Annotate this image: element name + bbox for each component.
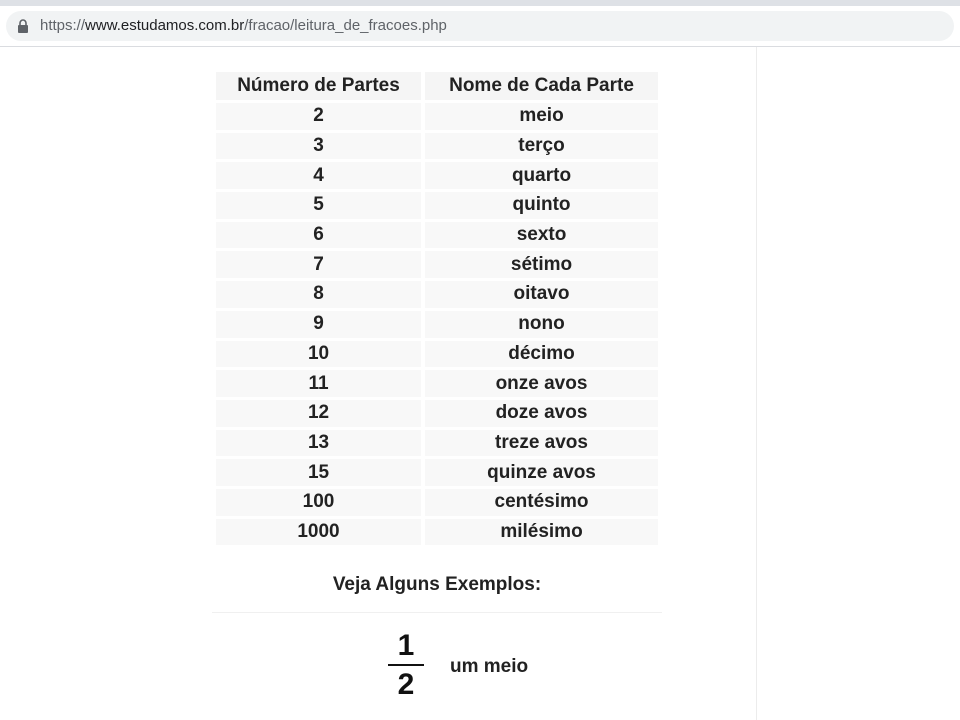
cell-number: 1000 [216, 519, 421, 546]
fraction-bar [388, 664, 424, 666]
cell-name: décimo [425, 341, 658, 368]
cell-name: onze avos [425, 370, 658, 397]
table-row [216, 370, 658, 397]
address-bar[interactable] [6, 11, 954, 41]
url-path: /fracao/leitura_de_fracoes.php [244, 17, 447, 34]
page-content [0, 47, 960, 720]
cell-number: 12 [216, 400, 421, 427]
table-row [216, 281, 658, 308]
url-scheme: https:// [40, 17, 86, 34]
header-name-of-part: Nome de Cada Parte [425, 72, 658, 100]
fraction-denominator: 2 [397, 668, 415, 701]
cell-number: 9 [216, 311, 421, 338]
table-row [216, 400, 658, 427]
table-row [216, 489, 658, 516]
browser-toolbar [0, 6, 960, 47]
cell-name: terço [425, 133, 658, 160]
table-row [216, 251, 658, 278]
table-row [216, 459, 658, 486]
cell-number: 100 [216, 489, 421, 516]
table-row [216, 103, 658, 130]
cell-number: 11 [216, 370, 421, 397]
cell-number: 8 [216, 281, 421, 308]
table-row [216, 519, 658, 546]
cell-number: 7 [216, 251, 421, 278]
cell-name: oitavo [425, 281, 658, 308]
examples-heading: Veja Alguns Exemplos: [332, 574, 542, 595]
cell-name: quinze avos [425, 459, 658, 486]
table-row [216, 341, 658, 368]
table-row [216, 222, 658, 249]
cell-number: 2 [216, 103, 421, 130]
fraction-example [386, 629, 426, 702]
cell-name: sexto [425, 222, 658, 249]
fraction-numerator: 1 [397, 629, 415, 662]
cell-number: 13 [216, 430, 421, 457]
table-row [216, 192, 658, 219]
table-header-row [216, 72, 658, 100]
table-row [216, 311, 658, 338]
table-row [216, 133, 658, 160]
cell-name: meio [425, 103, 658, 130]
cell-name: milésimo [425, 519, 658, 546]
url-text[interactable] [40, 18, 447, 34]
table-row [216, 162, 658, 189]
cell-name: treze avos [425, 430, 658, 457]
cell-number: 15 [216, 459, 421, 486]
cell-name: nono [425, 311, 658, 338]
lock-icon[interactable] [17, 19, 29, 33]
examples-separator [212, 612, 662, 613]
cell-name: quarto [425, 162, 658, 189]
fraction-example-name: um meio [450, 656, 529, 677]
cell-number: 6 [216, 222, 421, 249]
header-number-of-parts: Número de Partes [216, 72, 421, 100]
cell-number: 3 [216, 133, 421, 160]
cell-name: quinto [425, 192, 658, 219]
cell-name: centésimo [425, 489, 658, 516]
cell-number: 10 [216, 341, 421, 368]
cell-name: doze avos [425, 400, 658, 427]
cell-number: 4 [216, 162, 421, 189]
table-row [216, 430, 658, 457]
content-divider [756, 47, 757, 720]
cell-number: 5 [216, 192, 421, 219]
fraction-names-table [212, 69, 662, 548]
cell-name: sétimo [425, 251, 658, 278]
url-host: www.estudamos.com.br [85, 17, 245, 34]
